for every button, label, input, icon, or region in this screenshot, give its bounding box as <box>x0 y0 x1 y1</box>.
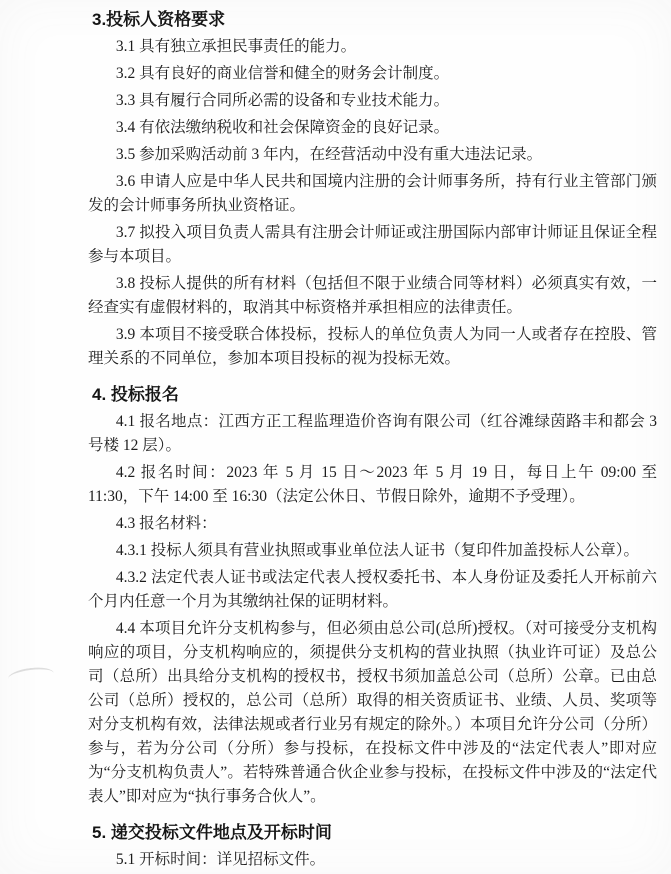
clause-4-3-1: 4.3.1 投标人须具有营业执照或事业单位法人证书（复印件加盖投标人公章）。 <box>115 542 640 559</box>
scan-smudge <box>7 665 55 686</box>
clause-4-3-2: 4.3.2 法定代表人证书或法定代表人授权委托书、本人身份证及委托人开标前六个月内任意一个月为其缴纳社保的证明材料。 <box>88 569 657 610</box>
clause-3-3: 3.3 具有履行合同所必需的设备和专业技术能力。 <box>115 92 450 109</box>
clause-4-4: 4.4 本项目允许分支机构参与，但必须由总公司(总所)授权。（对可接受分支机构响应的项目，分支机构响应的，须提供分支机构的营业执照（执业许可证）及总公司（总所）出具给分支机构的授权书，授权书须加盖总公司（总所）公章。已由总公司（总所）授权的，总公司（总所）取得的相关资质证书、业绩、人员、奖项等对分支机构有效，法律法规或者行业另有规定的除外。）本项目允许分公司（分所）参与，若为分公司（分所）参与投标，在投标文件中涉及的“法定代表人”即对应为“分支机构负责人”。若特殊普通合伙企业参与投标，在投标文件中涉及的“法定代表人”即对应为“执行事务合伙人”。 <box>88 620 657 805</box>
clause-3-1: 3.1 具有独立承担民事责任的能力。 <box>115 38 357 55</box>
section-heading-submission: 5. 递交投标文件地点及开标时间 <box>92 823 332 842</box>
clause-3-7: 3.7 拟投入项目负责人需具有注册会计师证或注册国际内部审计师证且保证全程参与本项目。 <box>88 224 657 265</box>
section-bid-registration <box>88 383 657 809</box>
clause-3-8: 3.8 投标人提供的所有材料（包括但不限于业绩合同等材料）必须真实有效，一经查实有虚假材料的，取消其中标资格并承担相应的法律责任。 <box>88 275 657 316</box>
clause-4-1: 4.1 报名地点：江西方正工程监理造价咨询有限公司（红谷滩绿茵路丰和都会 3 号楼 12 层）。 <box>88 413 657 454</box>
section-heading-qualifications: 3.投标人资格要求 <box>92 10 226 29</box>
section-bidder-qualifications <box>88 8 657 371</box>
clause-3-9: 3.9 本项目不接受联合体投标，投标人的单位负责人为同一人或者存在控股、管理关系的不同单位，参加本项目投标的视为投标无效。 <box>88 326 657 367</box>
section-submission-opening <box>88 821 657 872</box>
clause-3-6: 3.6 申请人应是中华人民共和国境内注册的会计师事务所，持有行业主管部门颁发的会计师事务所执业资格证。 <box>88 173 657 214</box>
clause-5-1: 5.1 开标时间：详见招标文件。 <box>115 851 326 868</box>
clause-3-4: 3.4 有依法缴纳税收和社会保障资金的良好记录。 <box>115 119 450 136</box>
section-heading-registration: 4. 投标报名 <box>92 385 179 404</box>
clause-4-3: 4.3 报名材料： <box>115 515 217 532</box>
clause-3-2: 3.2 具有良好的商业信誉和健全的财务会计制度。 <box>115 65 450 82</box>
clause-4-2: 4.2 报名时间：2023 年 5 月 15 日～2023 年 5 月 19 日，每日上午 09:00 至 11:30，下午 14:00 至 16:30（法定公休日、节假日除外，逾期不予受理）。 <box>88 464 657 505</box>
clause-3-5: 3.5 参加采购活动前 3 年内，在经营活动中没有重大违法记录。 <box>115 146 543 163</box>
